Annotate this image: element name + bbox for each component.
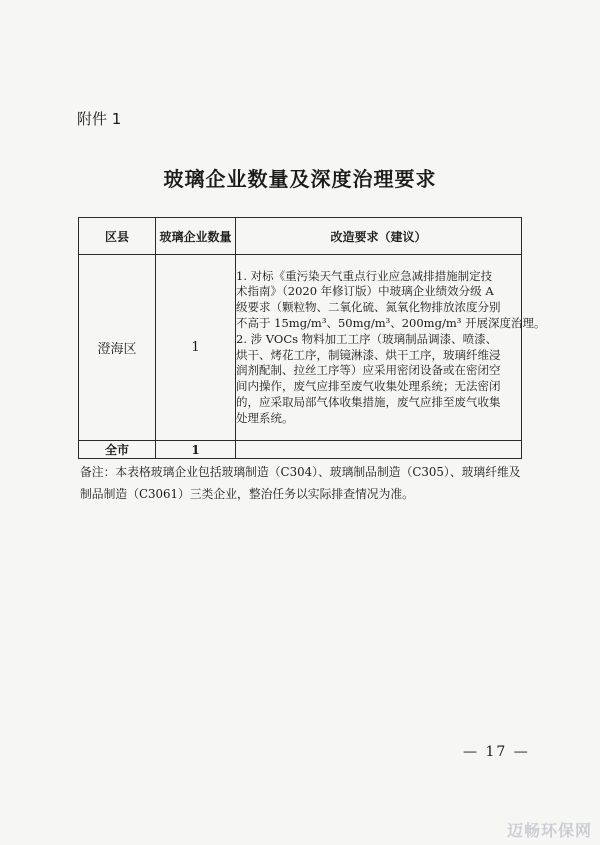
requirement-line: 处理系统。	[236, 410, 294, 425]
note-line: 备注：本表格玻璃企业包括玻璃制造（C304）、玻璃制品制造（C305）、玻璃纤维及	[80, 465, 521, 479]
note-line: 制品制造（C3061）三类企业，整治任务以实际排查情况为准。	[80, 487, 414, 501]
total-label: 全市	[79, 441, 156, 459]
requirement-line: 级要求（颗粒物、二氧化硫、氮氧化物排放浓度分别	[236, 300, 501, 315]
page-number: — 17 —	[463, 744, 530, 760]
total-count: 1	[156, 441, 236, 459]
requirement-line: 2. 涉 VOCs 物料加工工序（玻璃制品调漆、喷漆、	[236, 331, 498, 346]
attachment-label: 附件 1	[77, 110, 122, 128]
document-title: 玻璃企业数量及深度治理要求	[163, 167, 437, 191]
table-note	[80, 461, 525, 505]
requirement-line: 不高于 15mg/m³、50mg/m³、200mg/m³ 开展深度治理。	[236, 315, 546, 330]
table-total-row	[79, 441, 522, 459]
total-requirement	[236, 441, 522, 459]
table-row	[79, 255, 522, 441]
cell-district: 澄海区	[79, 255, 156, 441]
requirement-line: 间内操作，废气应排至废气收集处理系统；无法密闭	[236, 379, 501, 394]
header-requirement: 改造要求（建议）	[236, 218, 522, 255]
header-count: 玻璃企业数量	[156, 218, 236, 255]
table-header-row	[79, 218, 522, 255]
requirement-line: 术指南》（2020 年修订版）中玻璃企业绩效分级 A	[236, 284, 494, 299]
watermark-logo: 迈畅环保网	[506, 821, 592, 840]
requirements-table	[78, 217, 546, 459]
requirement-line: 烘干、烤花工序，制镜淋漆、烘干工序，玻璃纤维浸	[236, 347, 501, 362]
cell-count: 1	[156, 255, 236, 441]
requirement-line: 润剂配制、拉丝工序等）应采用密闭设备或在密闭空	[236, 363, 501, 378]
header-district: 区县	[79, 218, 156, 255]
requirement-line: 1. 对标《重污染天气重点行业应急减排措施制定技	[236, 268, 493, 283]
cell-requirement	[236, 255, 546, 441]
requirement-line: 的，应采取局部气体收集措施，废气应排至废气收集	[236, 394, 501, 409]
